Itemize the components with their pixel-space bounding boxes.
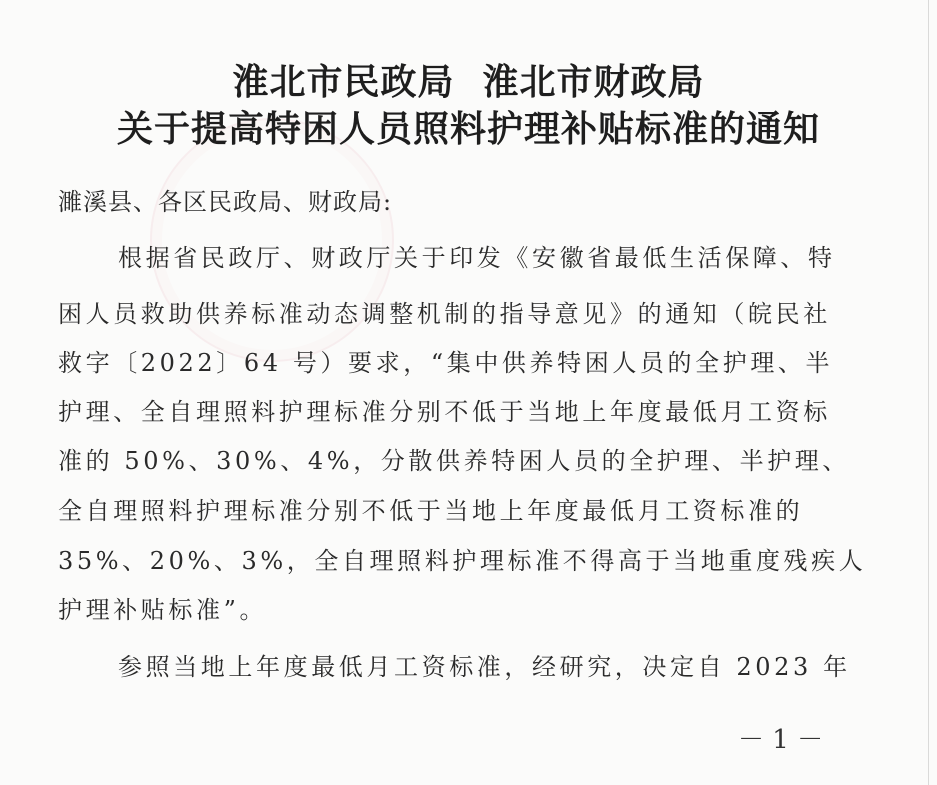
body-line-8: 护理补贴标准”。 bbox=[58, 596, 268, 624]
page-number: － 1 － bbox=[738, 725, 824, 755]
title-org-1: 淮北市民政局 bbox=[232, 62, 455, 103]
body-line-7: 35%、20%、3%，全自理照料护理标准不得高于当地重度残疾人 bbox=[58, 547, 867, 575]
body-line-4: 护理、全自理照料护理标准分别不低于当地上年度最低月工资标 bbox=[58, 398, 831, 426]
body-line-5: 准的 50%、30%、4%，分散供养特困人员的全护理、半护理、 bbox=[58, 447, 850, 475]
body-line-3: 救字〔2022〕64 号）要求，“集中供养特困人员的全护理、半 bbox=[58, 349, 834, 377]
body-line-6: 全自理照料护理标准分别不低于当地上年度最低月工资标准的 bbox=[58, 497, 804, 525]
body-line-2: 困人员救助供养标准动态调整机制的指导意见》的通知（皖民社 bbox=[58, 300, 831, 328]
title-org-2: 淮北市财政局 bbox=[482, 62, 705, 103]
document-title-orgs bbox=[0, 54, 937, 105]
addressee: 濉溪县、各区民政局、财政局: bbox=[58, 188, 393, 216]
document-title-subject: 关于提高特困人员照料护理补贴标准的通知 bbox=[116, 109, 820, 150]
body-line-1: 根据省民政厅、财政厅关于印发《安徽省最低生活保障、特 bbox=[118, 244, 836, 272]
body-line-9: 参照当地上年度最低月工资标准，经研究，决定自 2023 年 bbox=[118, 653, 851, 681]
